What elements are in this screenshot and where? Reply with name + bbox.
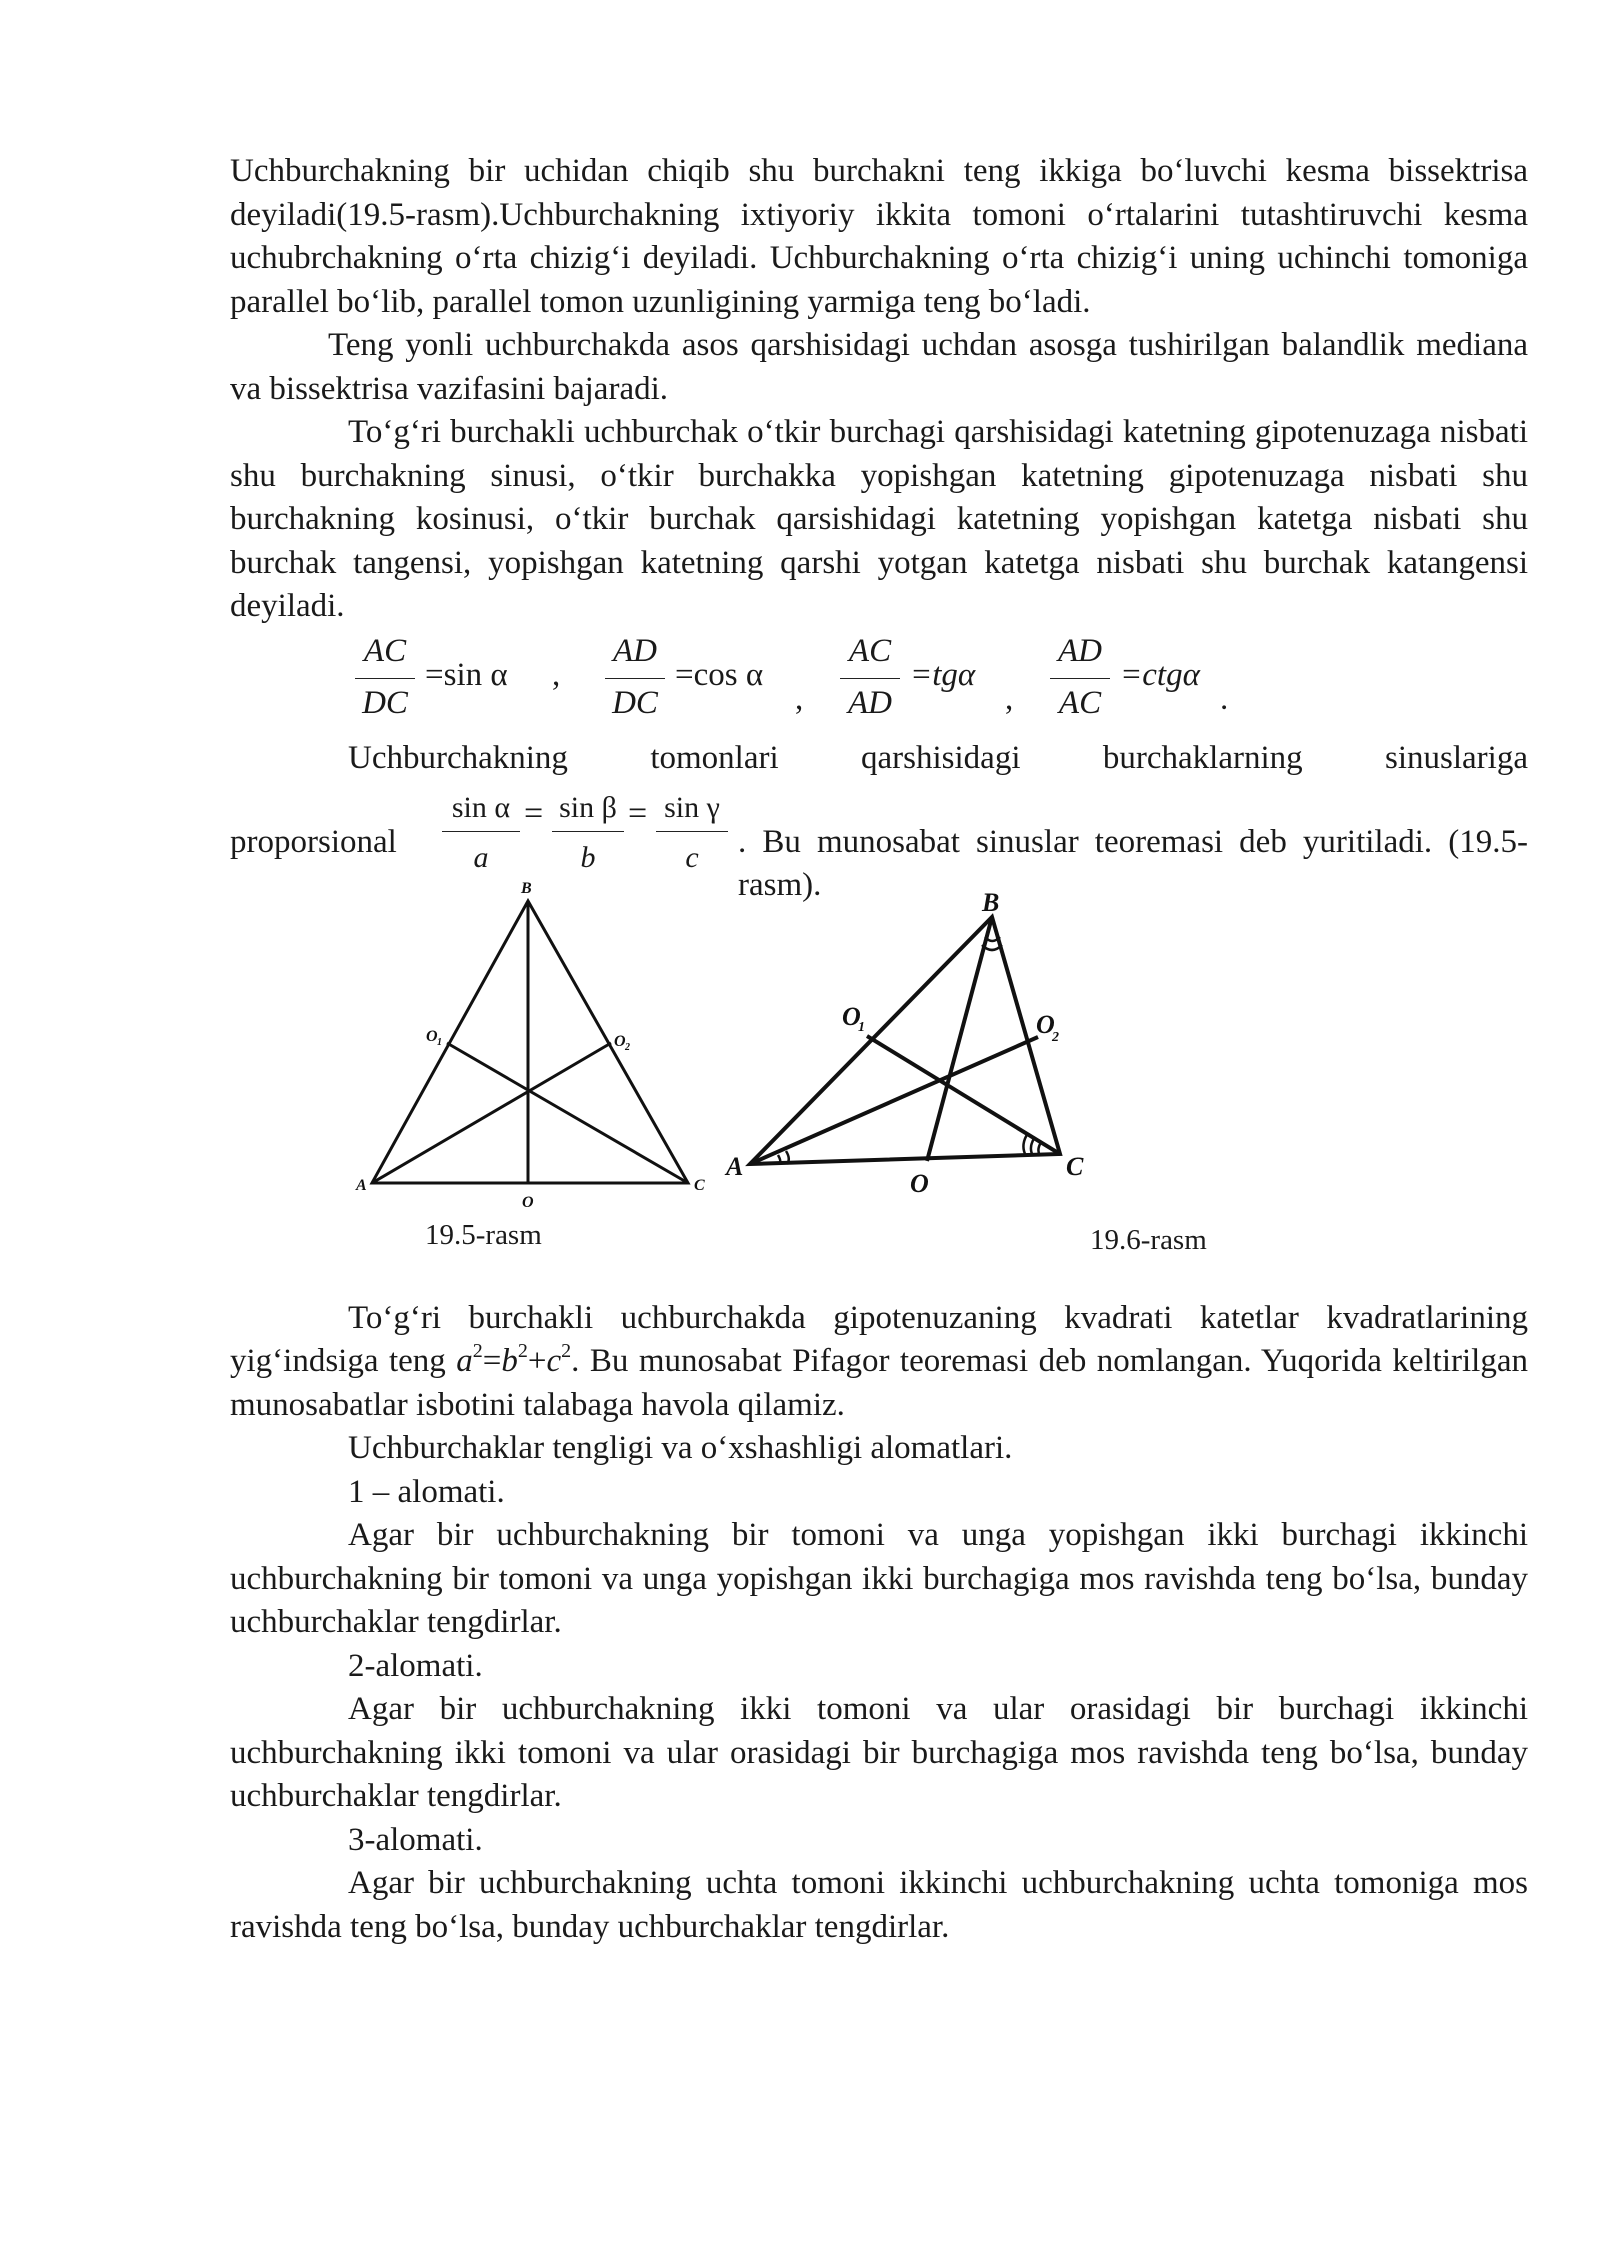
sign-3-text: Agar bir uchburchakning uchta tomoni ikkinchi uchburchakning uchta tomoniga mos ravishda teng bo‘lsa, bunday uchburchaklar tengdirlar. <box>230 1865 1528 1945</box>
tg-rhs: =tgα <box>910 656 976 693</box>
paragraph-trig-definitions: To‘g‘ri burchakli uchburchak o‘tkir burchagi qarshisidagi katetning gipotenuzaga nisbati shu burchakning sinusi, o‘tkir burchakka yopishgan katetning gipotenuzaga nisbati shu burchakning kosinusi, o‘tkir burchak qarsishidagi katetning yopishgan katetga nisbati shu burchak tangensi, yopishgan katetning qarshi yotgan katetga nisbati shu burchak katangensi deyiladi. <box>230 414 1528 624</box>
equals-sign: = <box>628 794 648 832</box>
label-o: O <box>522 1193 534 1211</box>
separator-comma: , <box>1005 680 1014 717</box>
sine-law-tail: . Bu munosabat sinuslar teoremasi deb yuritiladi. (19.5-rasm). <box>738 823 1528 903</box>
label-o1-2: O <box>842 1001 861 1031</box>
equals-sign: = <box>524 794 544 832</box>
sign-2-title: 2-alomati. <box>348 1647 483 1684</box>
label-o1-sub: 1 <box>437 1036 442 1048</box>
sine-law-formula-line: proporsional sin α a = sin β b = sin γ c . Bu munosabat sinuslar teoremasi deb yuritiladi. (19.5-rasm). <box>230 781 1528 879</box>
figure-19-5 <box>372 901 688 1183</box>
ctg-rhs: =ctgα <box>1120 656 1200 693</box>
label-b-2: B <box>982 887 1000 917</box>
sign-1-title: 1 – alomati. <box>348 1473 505 1510</box>
line-bo <box>927 917 992 1161</box>
label-o2: O <box>614 1032 626 1050</box>
label-o2-2: O <box>1036 1009 1055 1039</box>
label-o2-sub-2: 2 <box>1052 1029 1059 1045</box>
sin-rhs: =sin α <box>425 656 508 693</box>
sine-law-line1: Uchburchakning tomonlari qarshisidagi burchaklarning sinuslariga <box>348 739 1528 776</box>
proportional-word: proporsional <box>230 823 397 860</box>
cos-rhs: =cos α <box>675 656 764 693</box>
separator-comma: , <box>795 680 804 717</box>
label-b: B <box>521 879 532 897</box>
label-o-2: O <box>910 1168 929 1198</box>
sign-1-text: Agar bir uchburchakning bir tomoni va unga yopishgan ikki burchagi ikkinchi uchburchakning bir tomoni va unga yopishgan ikki burchagiga mos ravishda teng bo‘lsa, bunday uchburchaklar tengdirlar. <box>230 1517 1528 1640</box>
figure-19-6 <box>750 917 1060 1164</box>
label-o2-sub: 2 <box>625 1041 630 1053</box>
line-ao2 <box>750 1037 1038 1164</box>
paragraph-pythagoras: To‘g‘ri burchakli uchburchakda gipotenuzaning kvadrati katetlar kvadratlarining yig‘indsiga teng $a^2=b^2+c^2$. Bu munosabat Pifagor teoremasi deb nomlangan. Yuqorida keltirilgan munosabatlar isbotini talabaga havola qilamiz. <box>230 1299 1528 1423</box>
label-a-2: A <box>726 1151 744 1181</box>
paragraph-isosceles: Teng yonli uchburchakda asos qarshisidagi uchdan asosga tushirilgan balandlik mediana va bissektrisa vazifasini bajaradi. <box>230 327 1528 407</box>
sign-3-title: 3-alomati. <box>348 1821 483 1858</box>
heading-equality-signs: Uchburchaklar tengligi va o‘xshashligi alomatlari. <box>348 1430 1013 1466</box>
separator-period: . <box>1220 680 1229 717</box>
label-c: C <box>694 1176 705 1194</box>
label-a: A <box>356 1176 367 1194</box>
triangle-abc <box>372 901 688 1183</box>
caption-19-6: 19.6-rasm <box>1090 1223 1207 1256</box>
caption-19-5: 19.5-rasm <box>425 1218 542 1251</box>
label-c-2: C <box>1066 1151 1084 1181</box>
median-ao2 <box>372 1043 611 1183</box>
separator-comma: , <box>552 656 561 693</box>
label-o1-sub-2: 1 <box>858 1019 865 1035</box>
trig-formulas: AC DC =sin α , AD DC =cos α , AC AD =tgα , AD AC =ctgα . <box>230 633 1528 737</box>
figures-area <box>230 879 1528 1289</box>
document-page <box>230 150 1528 1949</box>
sign-2-text: Agar bir uchburchakning ikki tomoni va ular orasidagi bir burchagi ikkinchi uchburchakning ikki tomoni va ular orasidagi bir burchagiga mos ravishda teng bo‘lsa, bunday uchburchaklar tengdirlar. <box>230 1691 1528 1814</box>
label-o1: O <box>426 1027 438 1045</box>
paragraph-bisector: Uchburchakning bir uchidan chiqib shu burchakni teng ikkiga bo‘luvchi kesma bissektrisa deyiladi(19.5-rasm).Uchburchakning ixtiyoriy ikkita tomoni o‘rtalarini tutashtiruvchi kesma uchubrchakning o‘rta chizig‘i deyiladi. Uchburchakning o‘rta chizig‘i uning uchinchi tomoniga parallel bo‘lib, parallel tomon uzunligining yarmiga teng bo‘ladi. <box>230 153 1528 320</box>
sine-law-paragraph <box>230 737 1528 903</box>
median-co1 <box>447 1043 688 1183</box>
